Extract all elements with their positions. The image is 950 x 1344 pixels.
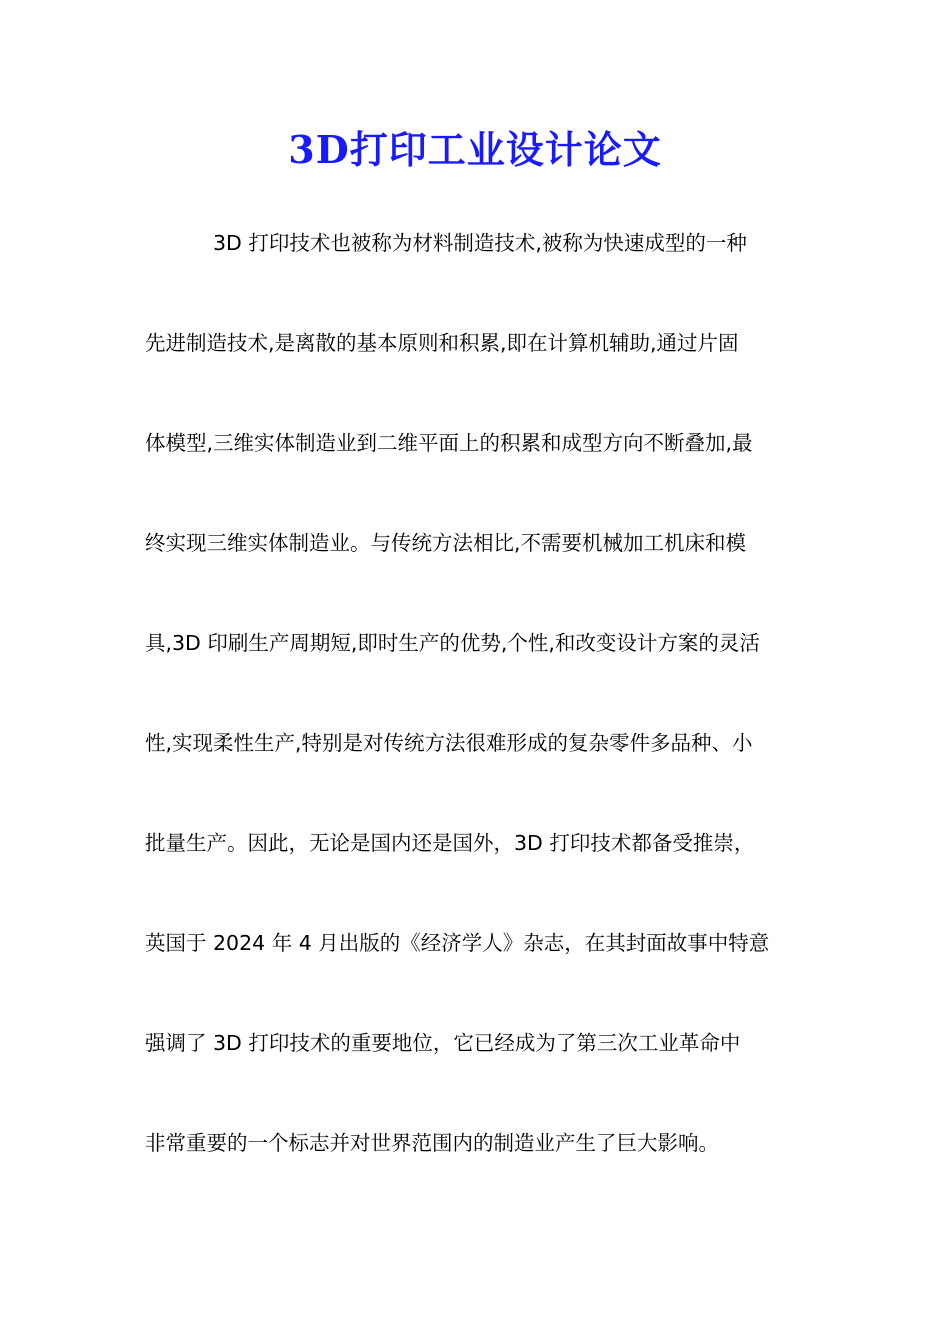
document-title: 3D打印工业设计论文 bbox=[288, 127, 662, 172]
paragraph-line: 3D 打印技术也被称为材料制造技术,被称为快速成型的一种 bbox=[213, 231, 747, 255]
paragraph-line: 批量生产。因此，无论是国内还是国外，3D 打印技术都备受推崇， bbox=[145, 831, 755, 855]
document-body bbox=[145, 218, 807, 1218]
paragraph-line: 性,实现柔性生产,特别是对传统方法很难形成的复杂零件多品种、小 bbox=[145, 731, 753, 755]
paragraph-line: 先进制造技术,是离散的基本原则和积累,即在计算机辅助,通过片固 bbox=[145, 331, 739, 355]
paragraph-line: 英国于 2024 年 4 月出版的《经济学人》杂志，在其封面故事中特意 bbox=[145, 931, 770, 955]
paragraph-line: 具,3D 印刷生产周期短,即时生产的优势,个性,和改变设计方案的灵活 bbox=[145, 631, 760, 655]
paragraph-line: 体模型,三维实体制造业到二维平面上的积累和成型方向不断叠加,最 bbox=[145, 431, 753, 455]
paragraph-line: 终实现三维实体制造业。与传统方法相比,不需要机械加工机床和模 bbox=[145, 531, 747, 555]
paragraph-line: 非常重要的一个标志并对世界范围内的制造业产生了巨大影响。 bbox=[145, 1131, 719, 1155]
paragraph-line: 强调了 3D 打印技术的重要地位，它已经成为了第三次工业革命中 bbox=[145, 1031, 741, 1055]
